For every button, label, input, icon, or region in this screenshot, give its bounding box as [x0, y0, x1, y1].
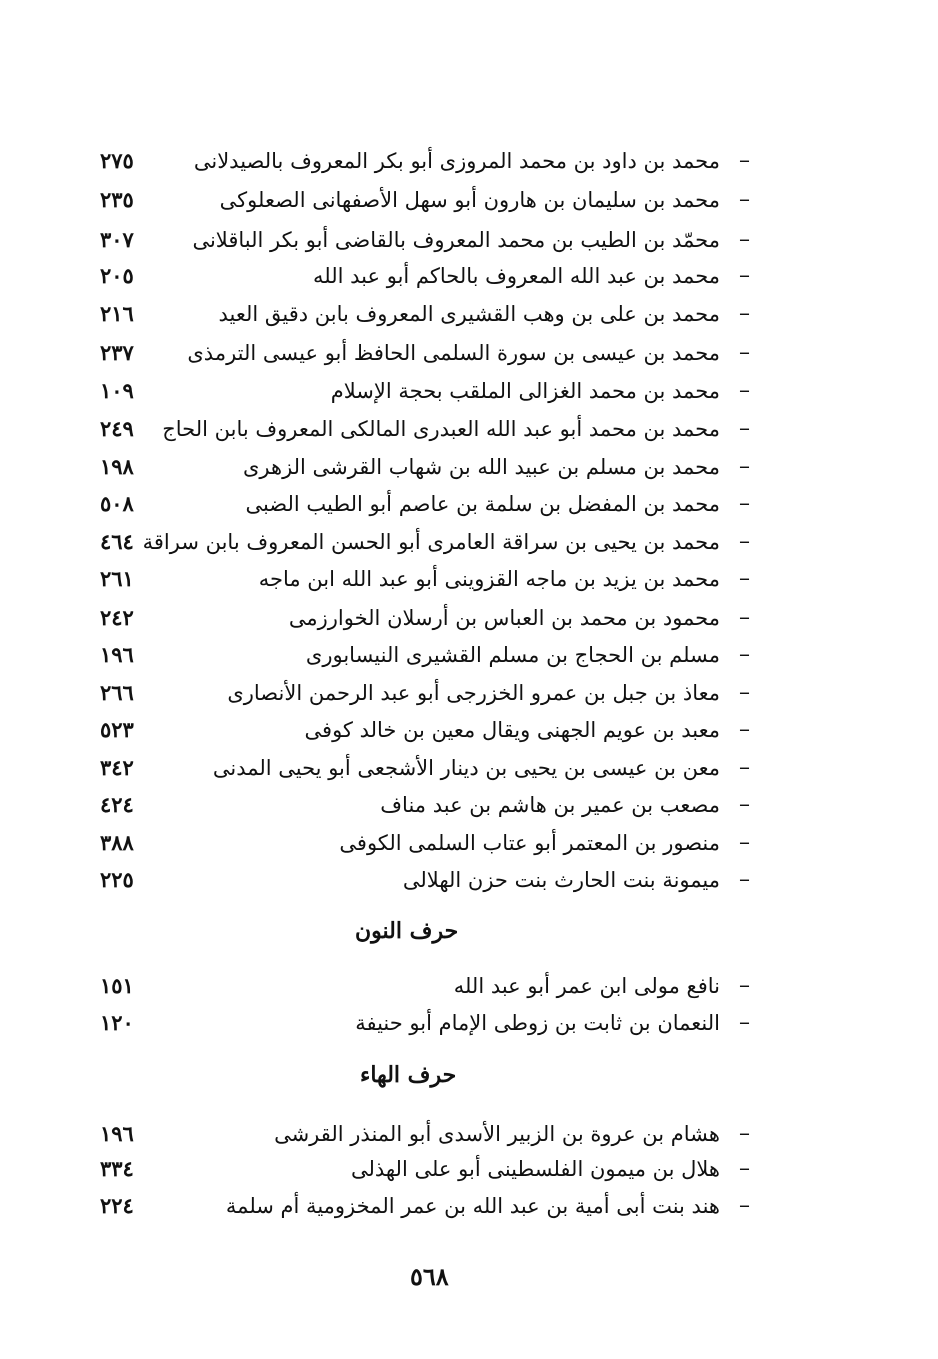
index-entry	[90, 524, 750, 560]
index-entry	[90, 675, 750, 711]
entry-page-number: ٣٤٢	[100, 755, 134, 780]
entry-page-number: ٢٧٥	[100, 148, 134, 173]
entry-dash: –	[739, 717, 750, 742]
entry-name: معبد بن عويم الجهنى ويقال معين بن خالد كوفى	[304, 718, 720, 742]
entry-dash: –	[739, 605, 750, 630]
index-entry	[90, 411, 750, 447]
index-entry	[90, 1188, 750, 1224]
index-entry	[90, 335, 750, 371]
entry-page-number: ٢٤٩	[100, 416, 134, 441]
index-entry	[90, 750, 750, 786]
entry-page-number: ٢٣٧	[100, 340, 134, 365]
index-entry	[90, 296, 750, 332]
entry-name: محمد بن على بن وهب القشيرى المعروف بابن دقيق العيد	[218, 302, 720, 326]
entry-name: مصعب بن عمير بن هاشم بن عبد مناف	[380, 793, 720, 817]
entry-name: مسلم بن الحجاج بن مسلم القشيرى النيسابورى	[305, 643, 720, 667]
entry-name: محمد بن سليمان بن هارون أبو سهل الأصفهانى الصعلوكى	[219, 188, 720, 212]
entry-name: ميمونة بنت الحارث بنت حزن الهلالى	[402, 868, 720, 892]
entry-page-number: ٣٠٧	[100, 227, 134, 252]
entry-name: منصور بن المعتمر أبو عتاب السلمى الكوفى	[339, 831, 720, 855]
entry-page-number: ٢٢٤	[100, 1193, 134, 1218]
entry-page-number: ٣٣٤	[100, 1156, 134, 1181]
entry-name: نافع مولى ابن عمر أبو عبد الله	[453, 974, 720, 998]
index-entry	[90, 1116, 750, 1152]
entry-dash: –	[739, 378, 750, 403]
entry-name: محمد بن يزيد بن ماجه القزوينى أبو عبد الله ابن ماجه	[258, 567, 720, 591]
entry-name: محمد بن محمد الغزالى الملقب بحجة الإسلام	[330, 379, 720, 403]
entry-dash: –	[739, 301, 750, 326]
entry-name: محمد بن عبد الله المعروف بالحاكم أبو عبد الله	[313, 264, 720, 288]
entry-dash: –	[739, 1121, 750, 1146]
index-entry	[90, 825, 750, 861]
entry-page-number: ٤٢٤	[100, 792, 134, 817]
entry-dash: –	[739, 340, 750, 365]
entry-page-number: ٤٦٤	[100, 529, 134, 554]
entry-dash: –	[739, 529, 750, 554]
entry-dash: –	[739, 148, 750, 173]
entry-page-number: ١٩٦	[100, 1121, 134, 1146]
entry-page-number: ٢٤٢	[100, 605, 134, 630]
entry-dash: –	[739, 642, 750, 667]
index-entry	[90, 449, 750, 485]
index-entry	[90, 600, 750, 636]
entry-name: هشام بن عروة بن الزبير الأسدى أبو المنذر القرشى	[274, 1122, 720, 1146]
entry-dash: –	[739, 566, 750, 591]
entry-page-number: ١٩٨	[100, 454, 134, 479]
index-entry	[90, 373, 750, 409]
entry-page-number: ١٥١	[100, 973, 134, 998]
entry-page-number: ٥٢٣	[100, 717, 134, 742]
entry-name: معاذ بن جبل بن عمرو الخزرجى أبو عبد الرحمن الأنصارى	[227, 681, 720, 705]
entry-page-number: ١٩٦	[100, 642, 134, 667]
entry-name: محمد بن محمد أبو عبد الله العبدرى المالكى المعروف بابن الحاج	[162, 417, 720, 441]
index-entry	[90, 258, 750, 294]
entry-name: محمد بن عيسى بن سورة السلمى الحافظ أبو عيسى الترمذى	[187, 341, 720, 365]
section-heading-nun: حرف النون	[355, 918, 459, 944]
entry-name: محمد بن المفضل بن سلمة بن عاصم أبو الطيب الضبى	[245, 492, 720, 516]
entry-name: معن بن عيسى بن يحيى بن دينار الأشجعى أبو يحيى المدنى	[212, 756, 720, 780]
entry-dash: –	[739, 830, 750, 855]
entry-dash: –	[739, 1156, 750, 1181]
entry-name: محمد بن مسلم بن عبيد الله بن شهاب القرشى الزهرى	[242, 455, 720, 479]
entry-page-number: ٥٠٨	[100, 491, 134, 516]
entry-name: محمد بن داود بن محمد المروزى أبو بكر المعروف بالصيدلانى	[193, 149, 720, 173]
index-entry	[90, 637, 750, 673]
section-heading-ha: حرف الهاء	[360, 1062, 457, 1088]
entry-dash: –	[739, 416, 750, 441]
entry-page-number: ٢٢٥	[100, 867, 134, 892]
entry-dash: –	[739, 973, 750, 998]
entry-dash: –	[739, 491, 750, 516]
entry-page-number: ٢٦٦	[100, 680, 134, 705]
entry-name: محمد بن يحيى بن سراقة العامرى أبو الحسن المعروف بابن سراقة	[142, 530, 720, 554]
entry-page-number: ٣٨٨	[100, 830, 134, 855]
entry-page-number: ٢١٦	[100, 301, 134, 326]
entry-dash: –	[739, 1193, 750, 1218]
index-entry	[90, 968, 750, 1004]
entry-page-number: ٢٠٥	[100, 263, 134, 288]
index-entry	[90, 222, 750, 258]
index-entry	[90, 712, 750, 748]
entry-name: هلال بن ميمون الفلسطينى أبو على الهذلى	[350, 1157, 720, 1181]
index-entry	[90, 862, 750, 898]
entry-name: محمّد بن الطيب بن محمد المعروف بالقاضى أبو بكر الباقلانى	[192, 228, 720, 252]
entry-page-number: ٢٣٥	[100, 187, 134, 212]
entry-name: النعمان بن ثابت بن زوطى الإمام أبو حنيفة	[355, 1011, 720, 1035]
entry-dash: –	[739, 1010, 750, 1035]
page-number: ٥٦٨	[410, 1262, 449, 1291]
entry-page-number: ١٠٩	[100, 378, 134, 403]
index-entry	[90, 486, 750, 522]
entry-dash: –	[739, 755, 750, 780]
entry-dash: –	[739, 187, 750, 212]
entry-page-number: ٢٦١	[100, 566, 134, 591]
entry-dash: –	[739, 263, 750, 288]
index-entry	[90, 182, 750, 218]
entry-dash: –	[739, 792, 750, 817]
entry-name: محمود بن محمد بن العباس بن أرسلان الخوارزمى	[288, 606, 720, 630]
index-entry	[90, 1005, 750, 1041]
entry-page-number: ١٢٠	[100, 1010, 134, 1035]
index-entry	[90, 1151, 750, 1187]
index-entry	[90, 143, 750, 179]
index-entry	[90, 787, 750, 823]
entry-dash: –	[739, 867, 750, 892]
entry-dash: –	[739, 680, 750, 705]
entry-name: هند بنت أبى أمية بن عبد الله بن عمر المخزومية أم سلمة	[225, 1194, 720, 1218]
index-entry	[90, 561, 750, 597]
entry-dash: –	[739, 227, 750, 252]
entry-dash: –	[739, 454, 750, 479]
